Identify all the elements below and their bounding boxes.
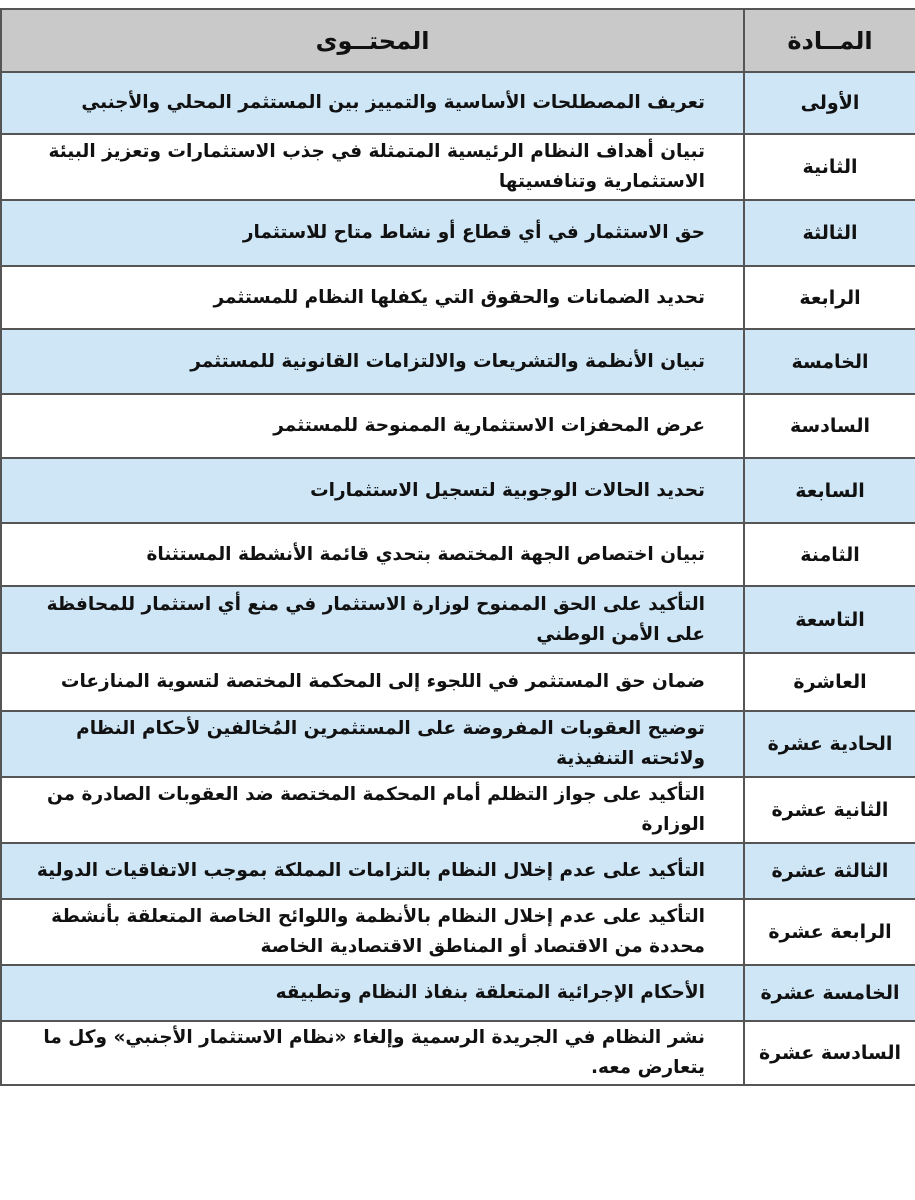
article-cell: العاشرة — [744, 653, 915, 711]
table-row — [1, 965, 915, 1021]
content-cell: توضيح العقوبات المفروضة على المستثمرين المُخالفين لأحكام النظام ولائحته التنفيذية — [1, 711, 744, 777]
content-cell: الأحكام الإجرائية المتعلقة بنفاذ النظام وتطبيقه — [1, 965, 744, 1021]
article-cell: الثانية — [744, 134, 915, 200]
table-row — [1, 1021, 915, 1085]
article-cell: الحادية عشرة — [744, 711, 915, 777]
content-cell: التأكيد على عدم إخلال النظام بالتزامات المملكة بموجب الاتفاقيات الدولية — [1, 843, 744, 899]
article-cell: الخامسة — [744, 329, 915, 394]
article-cell: السادسة عشرة — [744, 1021, 915, 1085]
article-cell: الثانية عشرة — [744, 777, 915, 843]
article-cell: الرابعة عشرة — [744, 899, 915, 965]
table-row — [1, 329, 915, 394]
header-article: المــادة — [744, 9, 915, 72]
table-row — [1, 899, 915, 965]
table-row — [1, 394, 915, 458]
article-cell: الثالثة — [744, 200, 915, 266]
article-cell: الأولى — [744, 72, 915, 134]
content-cell: التأكيد على جواز التظلم أمام المحكمة المختصة ضد العقوبات الصادرة من الوزارة — [1, 777, 744, 843]
content-cell: التأكيد على الحق الممنوح لوزارة الاستثمار في منع أي استثمار للمحافظة على الأمن الوطني — [1, 586, 744, 653]
table-row — [1, 523, 915, 586]
table-row — [1, 653, 915, 711]
table-row — [1, 200, 915, 266]
content-cell: تحديد الحالات الوجوبية لتسجيل الاستثمارات — [1, 458, 744, 523]
table-header-row — [1, 9, 915, 72]
table-row — [1, 72, 915, 134]
content-cell: تحديد الضمانات والحقوق التي يكفلها النظام للمستثمر — [1, 266, 744, 329]
content-cell: تبيان اختصاص الجهة المختصة بتحدي قائمة الأنشطة المستثناة — [1, 523, 744, 586]
table-row — [1, 843, 915, 899]
content-cell: تبيان أهداف النظام الرئيسية المتمثلة في جذب الاستثمارات وتعزيز البيئة الاستثمارية وتنافسيتها — [1, 134, 744, 200]
table-row — [1, 458, 915, 523]
article-cell: الرابعة — [744, 266, 915, 329]
header-content: المحتــوى — [1, 9, 744, 72]
content-cell: حق الاستثمار في أي قطاع أو نشاط متاح للاستثمار — [1, 200, 744, 266]
article-cell: الخامسة عشرة — [744, 965, 915, 1021]
content-cell: نشر النظام في الجريدة الرسمية وإلغاء «نظام الاستثمار الأجنبي» وكل ما يتعارض معه. — [1, 1021, 744, 1085]
article-cell: التاسعة — [744, 586, 915, 653]
article-cell: السابعة — [744, 458, 915, 523]
article-cell: السادسة — [744, 394, 915, 458]
top-edge — [0, 0, 915, 8]
table-row — [1, 711, 915, 777]
content-cell: ضمان حق المستثمر في اللجوء إلى المحكمة المختصة لتسوية المنازعات — [1, 653, 744, 711]
content-cell: تعريف المصطلحات الأساسية والتمييز بين المستثمر المحلي والأجنبي — [1, 72, 744, 134]
content-cell: تبيان الأنظمة والتشريعات والالتزامات القانونية للمستثمر — [1, 329, 744, 394]
article-cell: الثالثة عشرة — [744, 843, 915, 899]
content-cell: التأكيد على عدم إخلال النظام بالأنظمة واللوائح الخاصة المتعلقة بأنشطة محددة من الاقتصاد أو المناطق الاقتصادية الخاصة — [1, 899, 744, 965]
table-row — [1, 586, 915, 653]
content-cell: عرض المحفزات الاستثمارية الممنوحة للمستثمر — [1, 394, 744, 458]
table-row — [1, 777, 915, 843]
table-row — [1, 266, 915, 329]
article-cell: الثامنة — [744, 523, 915, 586]
table-row — [1, 134, 915, 200]
articles-table — [0, 8, 915, 1086]
